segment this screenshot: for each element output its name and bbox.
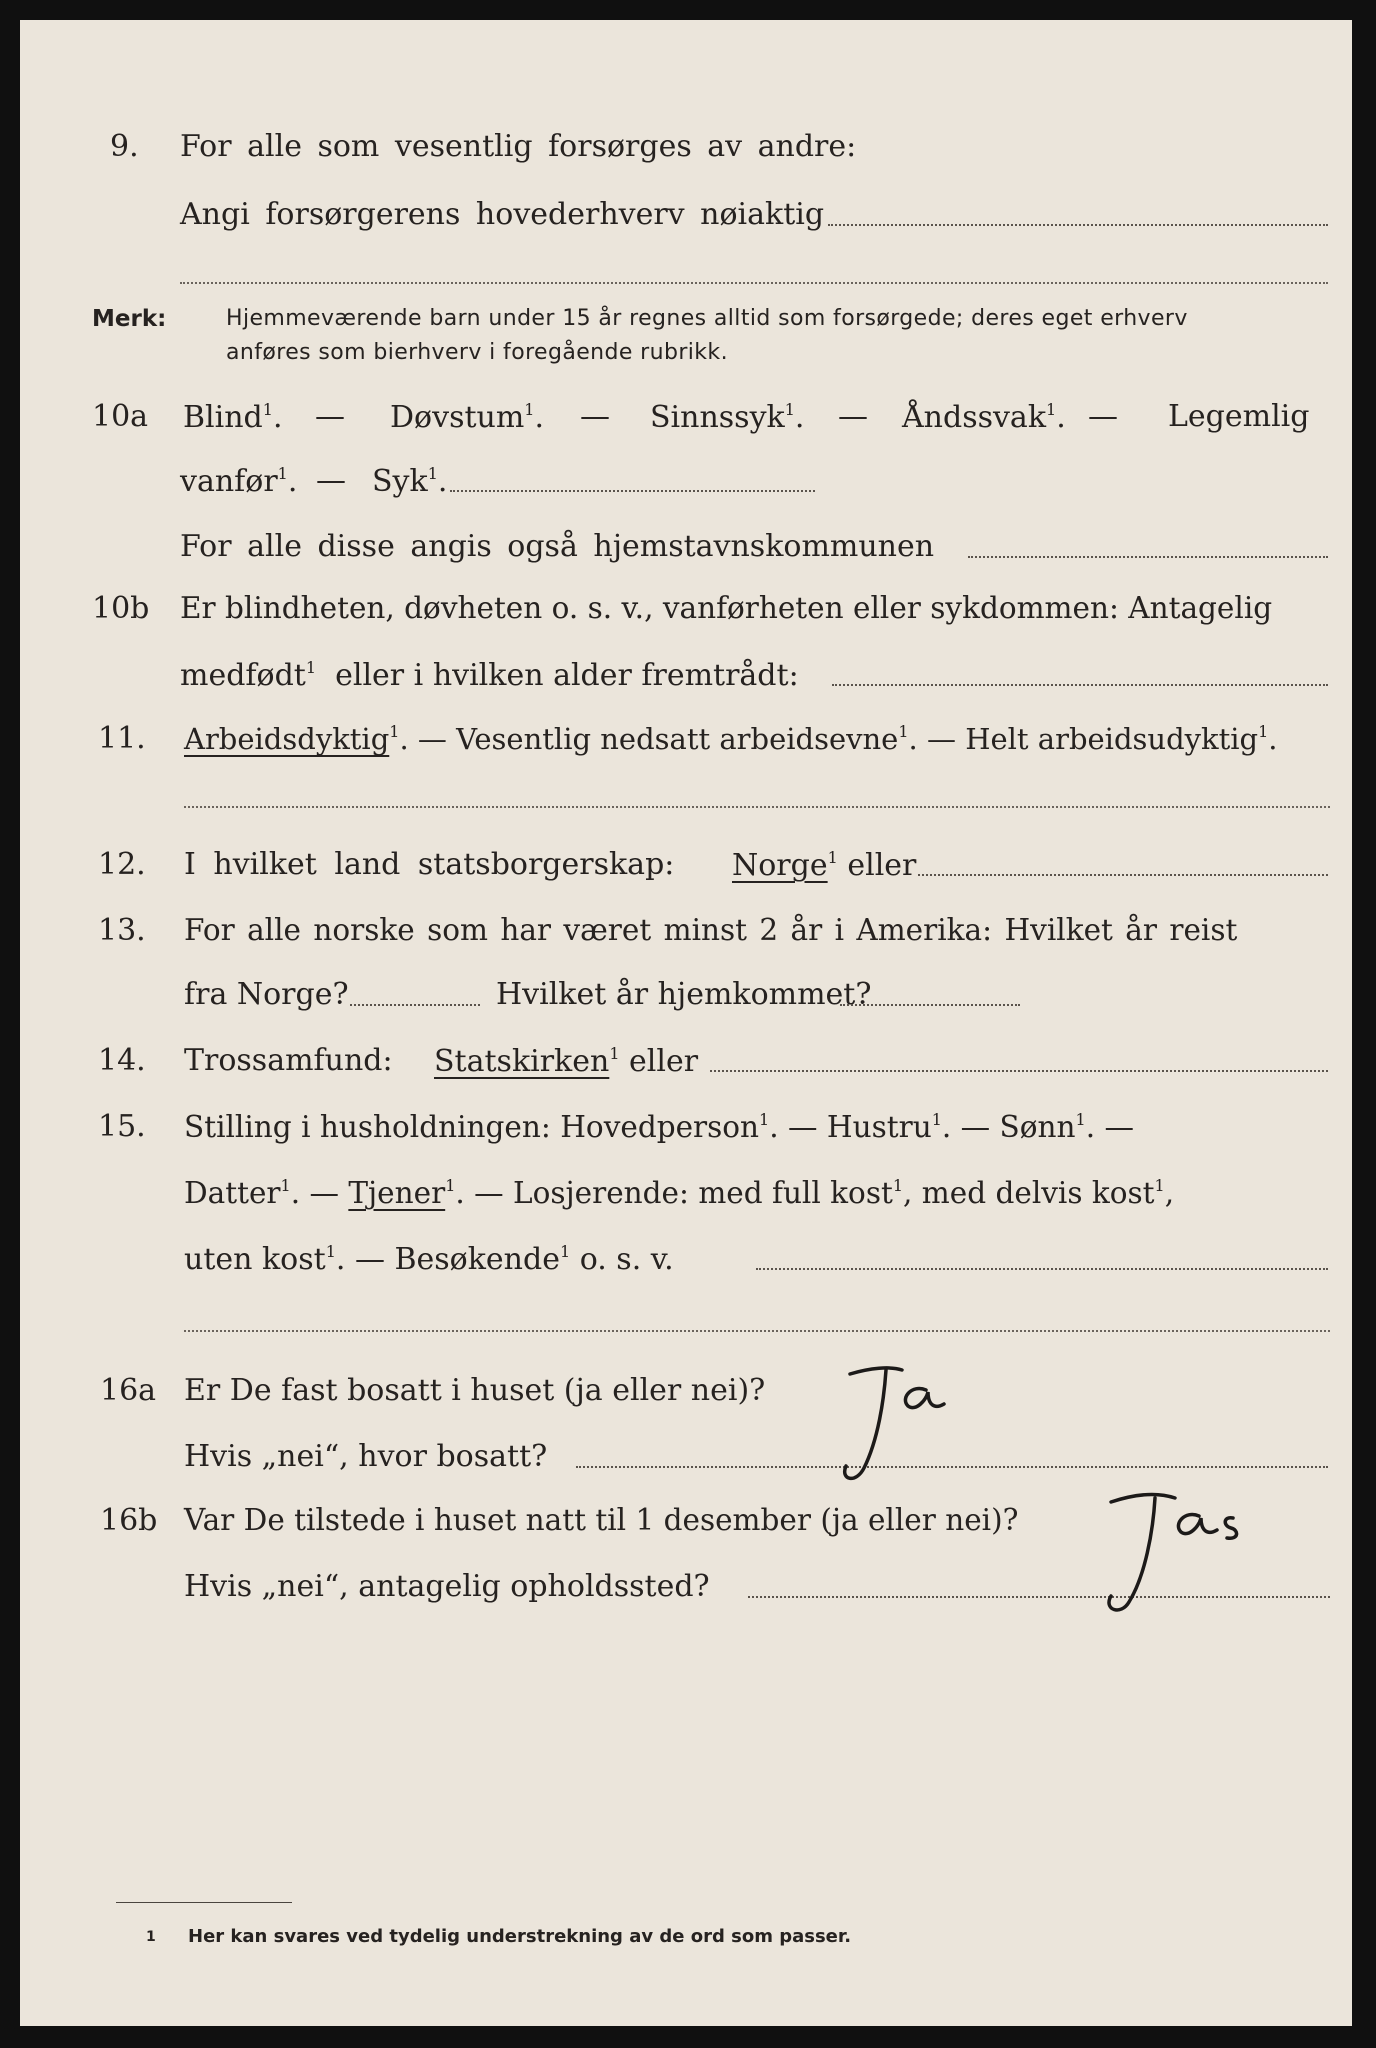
dash: — — [316, 463, 346, 498]
q9-line1: For alle som vesentlig forsørges av andre: — [180, 129, 857, 164]
q10b-answer-line — [832, 684, 1328, 686]
q13-reist-line — [350, 1004, 480, 1006]
dash: — — [1088, 399, 1118, 434]
q13-line2a: fra Norge? — [184, 977, 349, 1012]
q10a-kommune-line — [968, 556, 1328, 558]
dash: — — [580, 399, 610, 434]
q15-answer-line — [756, 1268, 1328, 1270]
q10a-opt-sinnssyk: Sinnssyk$^1$. — [650, 400, 805, 435]
q16a-handwritten-answer — [830, 1350, 970, 1500]
merk-line1: Hjemmeværende barn under 15 år regnes alltid som forsørgede; deres eget erhverv — [226, 306, 1188, 331]
q16b-handwritten-answer — [1095, 1480, 1265, 1630]
q16a-line1: Er De fast bosatt i huset (ja eller nei)? — [184, 1373, 766, 1408]
q14-opt: Statskirken$^1$ eller — [434, 1044, 699, 1079]
q11-rule — [184, 806, 1330, 808]
q13-line1: For alle norske som har været minst 2 år i Amerika: Hvilket år reist — [184, 913, 1238, 947]
merk-line2: anføres som bierhverv i foregående rubrikk. — [226, 340, 728, 365]
q15-rule — [184, 1330, 1330, 1332]
q10b-line1: Er blindheten, døvheten o. s. v., vanførheten eller sykdommen: Antagelig — [180, 591, 1273, 625]
q13-number: 13. — [98, 913, 146, 948]
q10a-opt-dovstum: Døvstum$^1$. — [390, 400, 545, 435]
q16b-line1: Var De tilstede i huset natt til 1 desember (ja eller nei)? — [184, 1503, 1019, 1537]
q9-rule — [180, 282, 1328, 284]
q11-number: 11. — [98, 721, 146, 756]
q10a-opt-legemlig: Legemlig — [1168, 399, 1310, 434]
q16b-line2: Hvis „nei“, antagelig opholdssted? — [184, 1569, 710, 1604]
footnote-divider — [116, 1902, 292, 1903]
q10a-syk-line — [450, 490, 815, 492]
merk-label: Merk: — [92, 306, 167, 332]
q10a-number: 10a — [92, 399, 149, 434]
q12-number: 12. — [98, 847, 146, 882]
q14-number: 14. — [98, 1043, 146, 1078]
q16a-answer-text: Ja — [830, 1350, 831, 1351]
q12-text: I hvilket land statsborgerskap: — [184, 847, 675, 882]
q9-number: 9. — [110, 129, 139, 164]
q9-line2: Angi forsørgerens hovederhverv nøiaktig — [180, 197, 825, 232]
q13-line2b: Hvilket år hjemkommet? — [496, 977, 872, 1012]
q12-opt: Norge$^1$ eller — [732, 848, 917, 883]
dash: — — [315, 399, 345, 434]
footnote-mark: 1 — [146, 1929, 156, 1945]
q10a-line3: For alle disse angis også hjemstavnskommunen — [180, 529, 935, 564]
q13-hjemkommet-line — [840, 1004, 1020, 1006]
q15-line3: uten kost$^1$. — Besøkende$^1$ o. s. v. — [184, 1242, 674, 1277]
q10a-opt-vanfor: vanfør$^1$. — [180, 464, 298, 499]
q14-opt-statskirken-underlined: Statskirken — [434, 1044, 610, 1079]
q11-opt-arbeidsdyktig-underlined: Arbeidsdyktig — [184, 722, 390, 756]
dash: — — [838, 399, 868, 434]
q10a-opt-andssvak: Åndssvak$^1$. — [902, 400, 1066, 435]
q14-text: Trossamfund: — [184, 1043, 393, 1078]
q10b-number: 10b — [92, 591, 150, 626]
q12-answer-line — [918, 874, 1328, 876]
q16b-number: 16b — [100, 1503, 158, 1538]
q11-options: Arbeidsdyktig$^1$. — Vesentlig nedsatt arbeidsevne$^1$. — Helt arbeidsudyktig$^1$. — [184, 722, 1278, 756]
q10a-opt-syk: Syk$^1$. — [372, 464, 448, 499]
census-form-page — [20, 20, 1352, 2026]
footnote-text: Her kan svares ved tydelig understrekning av de ord som passer. — [188, 1926, 852, 1947]
q14-answer-line — [710, 1070, 1328, 1072]
q15-number: 15. — [98, 1109, 146, 1144]
q10b-line2: medfødt$^1$ eller i hvilken alder fremtrådt: — [180, 658, 799, 693]
q9-answer-line — [828, 224, 1328, 226]
q15-line1: Stilling i husholdningen: Hovedperson$^1$. — Hustru$^1$. — Sønn$^1$. — — [184, 1110, 1134, 1144]
q16b-answer-text: Ja — [1095, 1480, 1096, 1481]
q10a-opt-blind: Blind$^1$. — [183, 400, 283, 435]
q16a-number: 16a — [100, 1373, 157, 1408]
q16a-line2: Hvis „nei“, hvor bosatt? — [184, 1439, 548, 1474]
q15-line2: Datter$^1$. — Tjener$^1$. — Losjerende: med full kost$^1$, med delvis kost$^1$, — [184, 1176, 1175, 1210]
q15-opt-tjener-underlined: Tjener — [348, 1176, 446, 1210]
q12-opt-norge-underlined: Norge — [732, 848, 828, 883]
